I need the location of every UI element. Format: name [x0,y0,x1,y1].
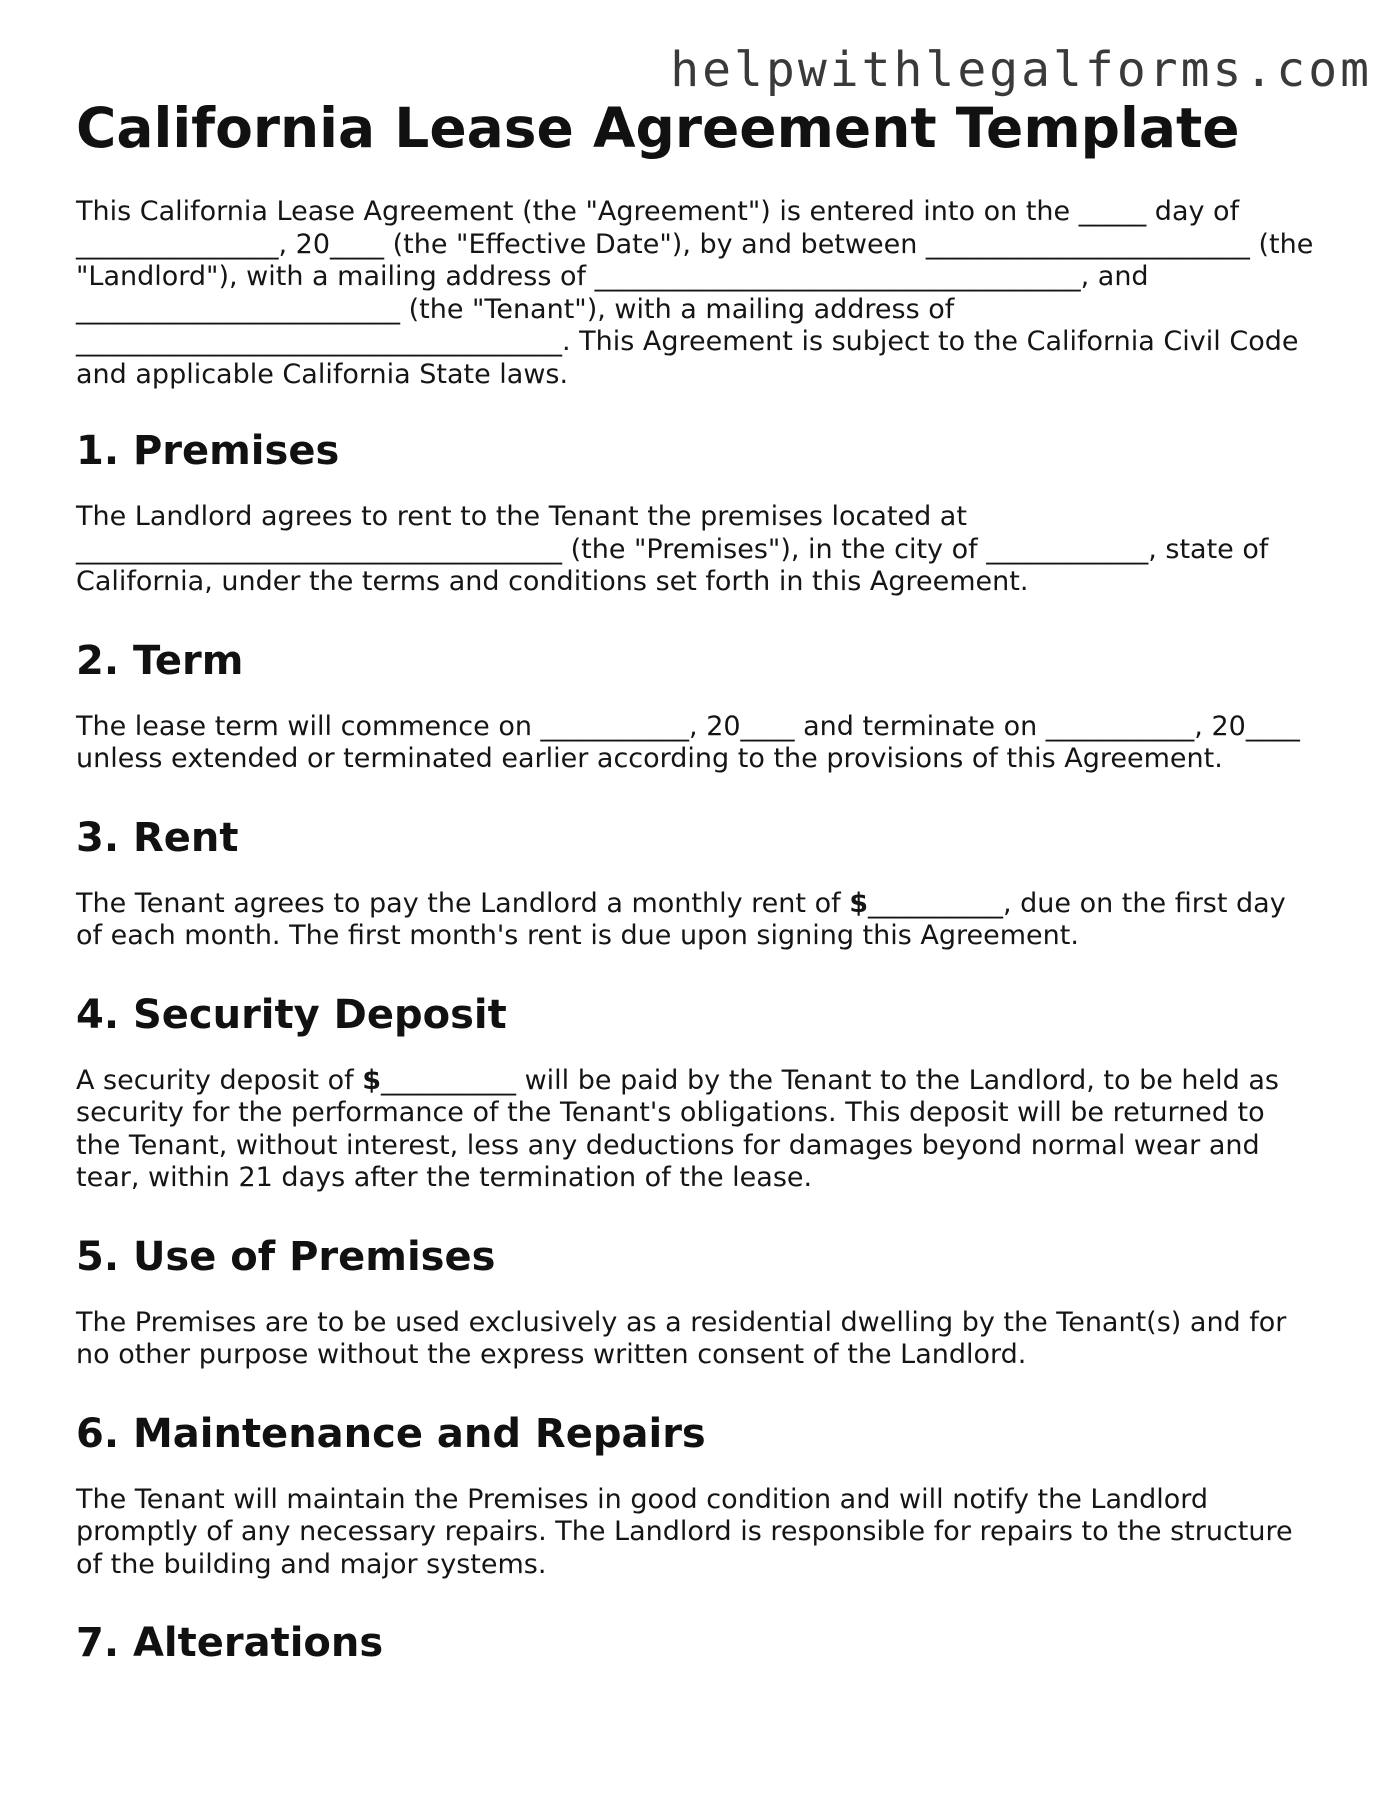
section-heading-term: 2. Term [76,637,244,684]
document-body [76,196,1316,1693]
rent-text-after: __________, due on the first day of each month. The first month's rent is due upon signing this Agreement. [76,887,1286,951]
section-body-security-deposit [76,1065,1316,1195]
section-heading-use-of-premises: 5. Use of Premises [76,1233,496,1280]
section-body-maintenance: The Tenant will maintain the Premises in good condition and will notify the Landlord promptly of any necessary repairs. The Landlord is responsible for repairs to the structure of the building and major systems. [76,1483,1293,1580]
section-body-rent [76,888,1316,953]
section-heading-rent: 3. Rent [76,814,239,861]
deposit-text-before: A security deposit of [76,1064,363,1096]
deposit-dollar-sign: $ [362,1064,381,1096]
intro-paragraph: This California Lease Agreement (the "Agreement") is entered into on the _____ day of _______________, 20____ (the "Effective Date"), by and between ________________________ (the "Landlord"), with a mailing address of ____________________________________, and ________________________ (the "Tenant"), with a mailing address of ____________________________________. This Agreement is subject to the California Civil Code and applicable California State laws. [76,196,1314,390]
section-heading-premises: 1. Premises [76,428,340,474]
section-body-term: The lease term will commence on ___________, 20____ and terminate on ___________, 20____ unless extended or terminated earlier according to the provisions of this Agreement. [76,710,1300,774]
section-heading-security-deposit: 4. Security Deposit [76,991,507,1038]
section-body-premises: The Landlord agrees to rent to the Tenant the premises located at ____________________________________ (the "Premises"), in the city of ____________, state of California, under the terms and conditions set forth in this Agreement. [76,501,1269,597]
section-heading-maintenance: 6. Maintenance and Repairs [76,1410,706,1457]
section-body-use-of-premises: The Premises are to be used exclusively as a residential dwelling by the Tenant(s) and for no other purpose without the express written consent of the Landlord. [76,1306,1287,1370]
deposit-text-after: __________ will be paid by the Tenant to the Landlord, to be held as security for the performance of the Tenant's obligations. This deposit will be returned to the Tenant, without interest, less any deductions for damages beyond normal wear and tear, within 21 days after the termination of the lease. [76,1064,1279,1193]
document-title: California Lease Agreement Template [76,96,1240,160]
rent-text-before: The Tenant agrees to pay the Landlord a monthly rent of [76,887,850,919]
section-heading-alterations: 7. Alterations [76,1620,384,1666]
rent-dollar-sign: $ [849,887,868,919]
site-watermark: helpwithlegalforms.com [670,42,1372,98]
